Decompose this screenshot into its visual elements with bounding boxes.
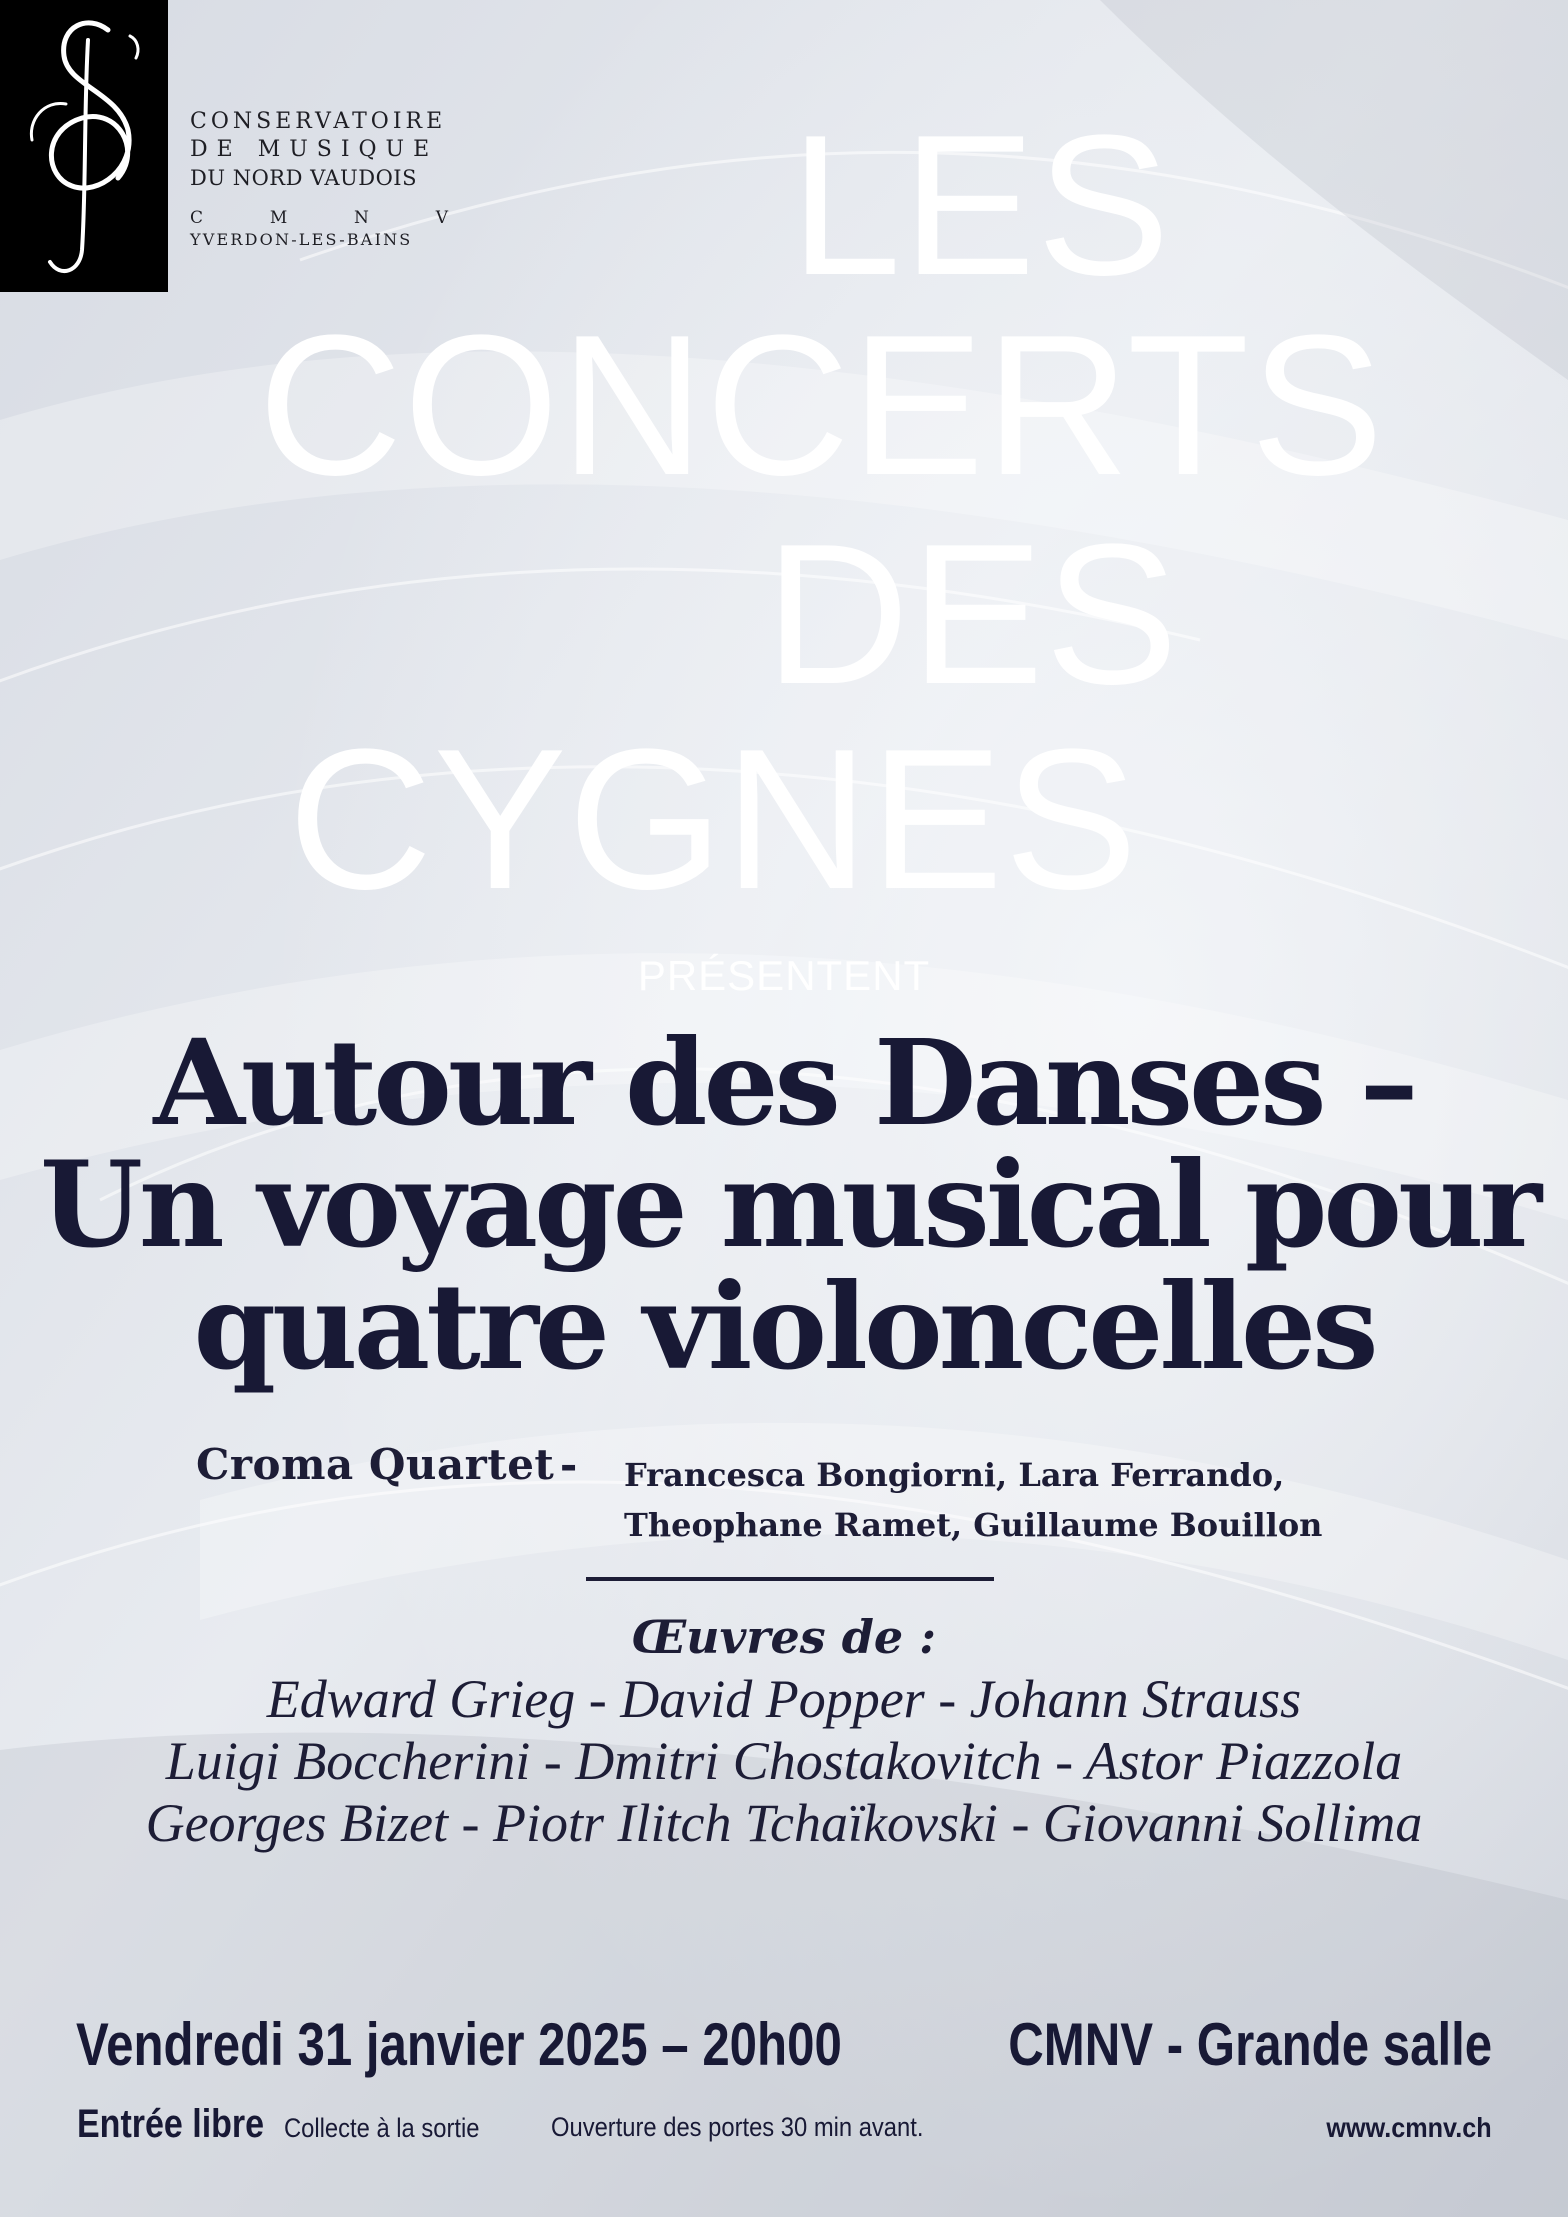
org-name-line-3: DU NORD VAUDOIS	[190, 166, 417, 190]
event-title	[40, 1013, 1539, 1396]
abbr-letter: C	[190, 208, 204, 228]
series-title-des: DES	[765, 503, 1180, 726]
divider-line	[586, 1577, 994, 1581]
ensemble-name: Croma Quartet	[196, 1440, 555, 1489]
members-line-2: Theophane Ramet, Guillaume Bouillon	[624, 1506, 1323, 1544]
doors-opening: Ouverture des portes 30 min avant.	[551, 2112, 924, 2142]
org-city: YVERDON-LES-BAINS	[190, 230, 413, 249]
event-title-line-3: quatre violoncelles	[193, 1257, 1375, 1396]
composers-line-3: Georges Bizet - Piotr Ilitch Tchaïkovski - Giovanni Sollima	[145, 1793, 1423, 1853]
works-heading: Œuvres de :	[631, 1610, 937, 1664]
composer-list	[0, 1668, 1568, 1854]
series-title-les: LES	[790, 94, 1172, 317]
entry-info	[77, 2102, 506, 2147]
event-date-time: Vendredi 31 janvier 2025 – 20h00	[76, 2011, 842, 2078]
composers-line-2: Luigi Boccherini - Dmitri Chostakovitch - Astor Piazzola	[165, 1731, 1403, 1791]
ensemble	[196, 1440, 578, 1489]
composers-line-1: Edward Grieg - David Popper - Johann Strauss	[266, 1669, 1302, 1729]
ensemble-members	[624, 1450, 1322, 1550]
series-title-cygnes: CYGNES	[288, 708, 1139, 931]
org-abbreviation	[190, 208, 448, 228]
organization-name	[190, 108, 448, 249]
treble-clef-monogram-icon	[0, 0, 168, 292]
abbr-letter: M	[269, 208, 288, 228]
members-line-1: Francesca Bongiorni, Lara Ferrando,	[624, 1456, 1285, 1494]
ensemble-separator: -	[559, 1440, 578, 1489]
abbr-letter: V	[435, 208, 448, 228]
entry-free: Entrée libre	[77, 2102, 265, 2146]
event-title-line-2: Un voyage musical pour	[40, 1135, 1539, 1274]
event-venue: CMNV - Grande salle	[1008, 2011, 1492, 2078]
series-title-concerts: CONCERTS	[258, 294, 1385, 517]
presents-label: PRÉSENTENT	[637, 952, 931, 999]
website-link[interactable]: www.cmnv.ch	[1326, 2112, 1492, 2143]
entry-collection: Collecte à la sortie	[283, 2113, 479, 2143]
logo	[0, 0, 168, 292]
abbr-letter: N	[354, 208, 369, 228]
event-title-line-1: Autour des Danses –	[153, 1013, 1415, 1152]
org-name-line-1: CONSERVATOIRE	[190, 109, 447, 134]
org-name-line-2: DE MUSIQUE	[190, 137, 439, 162]
